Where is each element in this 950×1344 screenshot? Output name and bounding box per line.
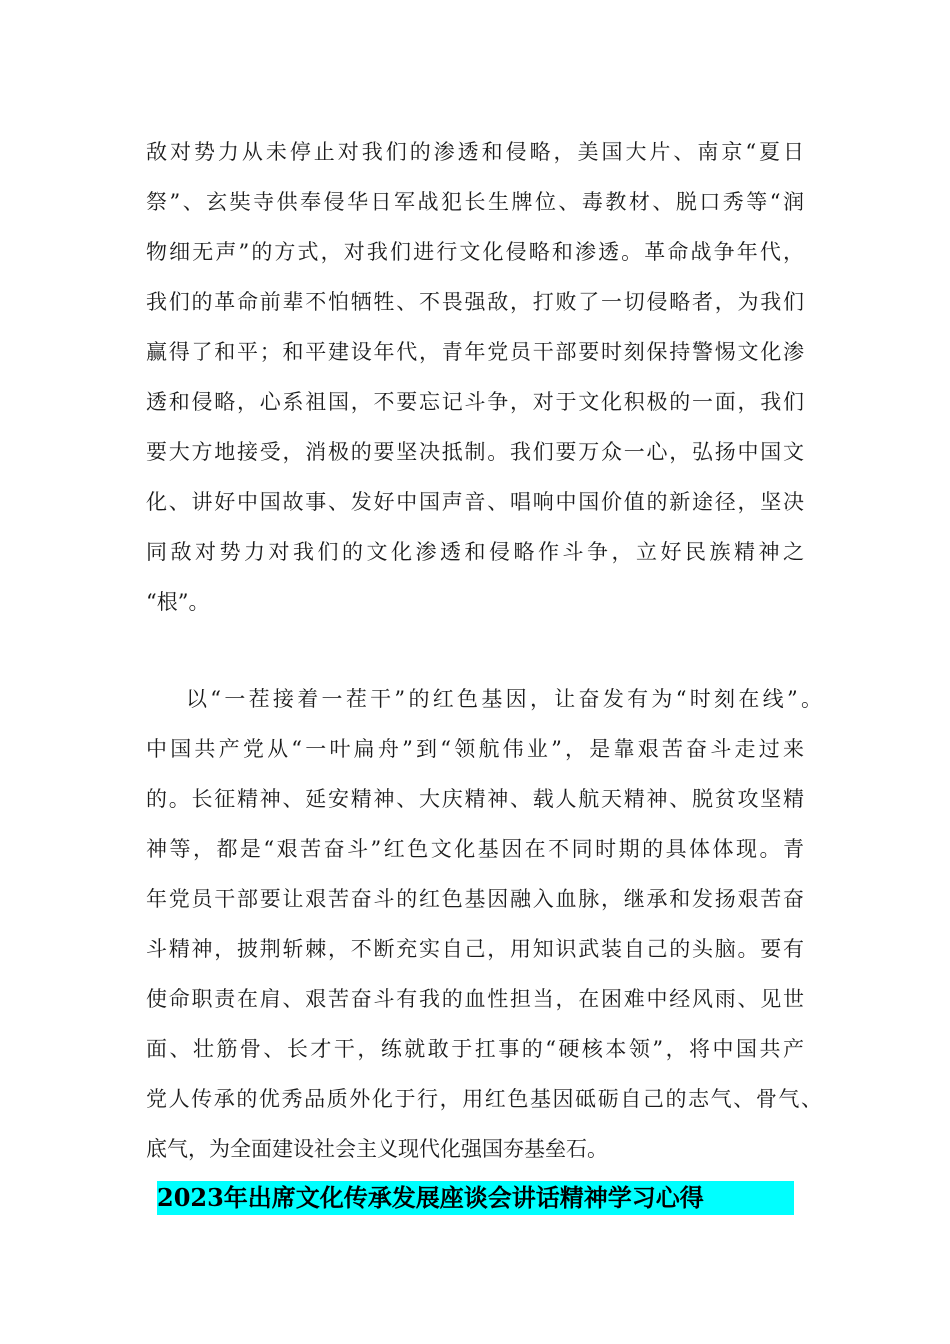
paragraph-line: 我们的革命前辈不怕牺牲、不畏强敌，打败了一切侵略者，为我们 [146,290,804,314]
paragraph-line: 物细无声”的方式，对我们进行文化侵略和渗透。革命战争年代， [146,240,804,264]
paragraph-line: 祭”、玄奘寺供奉侵华日军战犯长生牌位、毒教材、脱口秀等“润 [146,190,804,214]
paragraph-line: 使命职责在肩、艰苦奋斗有我的血性担当，在困难中经风雨、见世 [146,987,804,1011]
paragraph-line: 年党员干部要让艰苦奋斗的红色基因融入血脉，继承和发扬艰苦奋 [146,887,804,911]
paragraph-line: 斗精神，披荆斩棘，不断充实自己，用知识武装自己的头脑。要有 [146,937,804,961]
paragraph-line: 以“一茬接着一茬干”的红色基因，让奋发有为“时刻在线”。 [186,687,822,711]
section-heading: 2023年出席文化传承发展座谈会讲话精神学习心得 [157,1181,794,1215]
paragraph-line: 透和侵略，心系祖国，不要忘记斗争，对于文化积极的一面，我们 [146,390,804,414]
paragraph-line: 的。长征精神、延安精神、大庆精神、载人航天精神、脱贫攻坚精 [146,787,804,811]
paragraph-line: 中国共产党从“一叶扁舟”到“领航伟业”，是靠艰苦奋斗走过来 [146,737,804,761]
paragraph-line: 敌对势力从未停止对我们的渗透和侵略，美国大片、南京“夏日 [146,140,804,164]
paragraph-line: 同敌对势力对我们的文化渗透和侵略作斗争，立好民族精神之 [146,540,804,564]
paragraph-line: 底气，为全面建设社会主义现代化强国夯基垒石。 [146,1137,608,1161]
paragraph-line: “根”。 [146,590,210,614]
paragraph-line: 面、壮筋骨、长才干，练就敢于扛事的“硬核本领”，将中国共产 [146,1037,804,1061]
paragraph-line: 党人传承的优秀品质外化于行，用红色基因砥砺自己的志气、骨气、 [146,1087,822,1111]
paragraph-line: 要大方地接受，消极的要坚决抵制。我们要万众一心，弘扬中国文 [146,440,804,464]
paragraph-line: 赢得了和平；和平建设年代，青年党员干部要时刻保持警惕文化渗 [146,340,804,364]
paragraph-line: 化、讲好中国故事、发好中国声音、唱响中国价值的新途径，坚决 [146,490,804,514]
paragraph-line: 神等，都是“艰苦奋斗”红色文化基因在不同时期的具体体现。青 [146,837,804,861]
